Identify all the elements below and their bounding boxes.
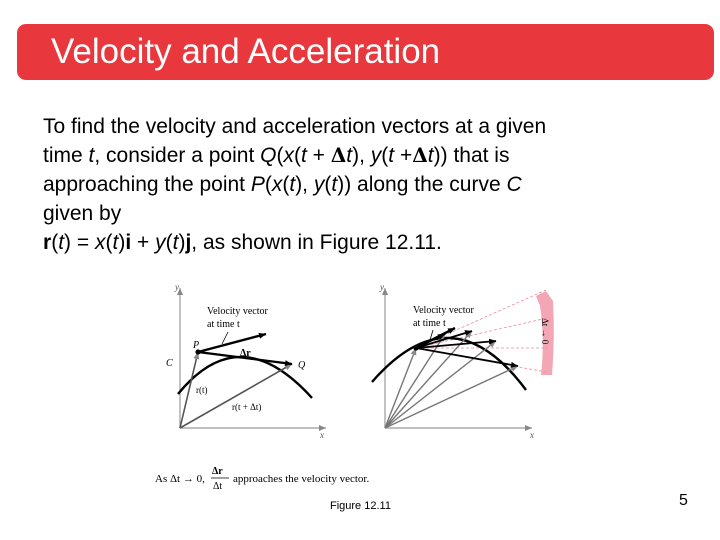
slide-title: Velocity and Acceleration — [51, 32, 441, 71]
var-t: t — [58, 231, 65, 254]
axis-label-y: y — [380, 282, 384, 292]
velocity-label-2: at time t — [207, 319, 240, 330]
var-x: x — [283, 144, 294, 167]
text-fragment: approaching the point — [43, 173, 251, 196]
point-P — [413, 345, 418, 350]
var-Q: Q — [260, 144, 277, 167]
text-fragment: ( — [105, 231, 113, 254]
var-x: x — [94, 231, 106, 254]
axis-label-y: y — [175, 282, 179, 292]
delta-symbol: Δ — [412, 143, 428, 167]
var-t: t — [331, 173, 338, 196]
label-r-t-dt: r(t + Δt) — [232, 402, 262, 412]
unit-vector-i: i — [125, 231, 132, 254]
position-vector — [385, 331, 472, 428]
var-y: y — [155, 231, 166, 254]
var-t: t — [300, 144, 307, 167]
velocity-label-1: Velocity vector — [413, 305, 474, 316]
figure-caption: Figure 12.11 — [330, 500, 391, 512]
velocity-label-1: Velocity vector — [207, 306, 268, 317]
text-fragment: + — [306, 144, 331, 167]
text-fragment: ( — [282, 173, 290, 196]
velocity-pointer-line — [222, 332, 228, 344]
text-fragment: )) along the curve — [337, 173, 507, 196]
var-C: C — [506, 173, 522, 196]
text-fragment: ( — [324, 173, 332, 196]
formula-prefix: As Δt → 0, — [155, 473, 205, 485]
text-fragment: ( — [293, 144, 301, 167]
velocity-label-2: at time t — [413, 318, 446, 329]
paragraph-line-4: given by — [43, 202, 122, 225]
var-t: t — [427, 144, 434, 167]
text-fragment: , consider a point — [94, 144, 261, 167]
label-Q: Q — [298, 360, 306, 371]
text-fragment: time — [43, 144, 89, 167]
var-t: t — [388, 144, 395, 167]
limit-formula — [155, 466, 369, 492]
text-fragment: ( — [381, 144, 389, 167]
label-P: P — [193, 340, 200, 351]
pink-arrow-label: Δt → 0 — [540, 318, 550, 345]
var-y: y — [370, 144, 382, 167]
var-P: P — [250, 173, 265, 196]
text-fragment: ), — [352, 144, 371, 167]
text-fragment: ( — [51, 231, 59, 254]
text-fragment: + — [131, 231, 156, 254]
text-fragment: , as shown in Figure 12.11. — [191, 231, 442, 254]
text-fragment: )) that is — [433, 144, 510, 167]
formula-denominator: Δt — [213, 481, 223, 492]
formula-suffix: approaches the velocity vector. — [233, 473, 370, 485]
text-fragment: + — [394, 144, 413, 167]
label-r-t: r(t) — [196, 385, 208, 395]
label-C: C — [166, 358, 173, 369]
vector-r: r — [43, 231, 52, 254]
text-fragment: ( — [264, 173, 272, 196]
var-x: x — [271, 173, 283, 196]
var-t: t — [289, 173, 296, 196]
var-t: t — [88, 144, 95, 167]
axis-label-x: x — [320, 430, 324, 440]
label-delta-r: Δr — [240, 348, 251, 359]
var-t: t — [346, 144, 353, 167]
unit-vector-j: j — [185, 231, 192, 254]
text-fragment: ) — [118, 231, 126, 254]
delta-symbol: Δ — [330, 143, 347, 167]
right-diagram — [372, 282, 554, 440]
left-diagram — [166, 282, 326, 440]
paragraph-line-1: To find the velocity and acceleration vectors at a given — [43, 115, 547, 138]
text-fragment: ( — [276, 144, 284, 167]
axis-label-x: x — [530, 430, 534, 440]
velocity-vector — [198, 334, 266, 352]
page-number: 5 — [679, 492, 688, 509]
text-fragment: ) — [178, 231, 186, 254]
text-fragment: ( — [165, 231, 173, 254]
formula-numerator: Δr — [212, 466, 223, 477]
var-t: t — [172, 231, 179, 254]
text-fragment: ) = — [64, 231, 95, 254]
var-t: t — [112, 231, 119, 254]
text-fragment: ), — [295, 173, 314, 196]
var-y: y — [313, 173, 325, 196]
